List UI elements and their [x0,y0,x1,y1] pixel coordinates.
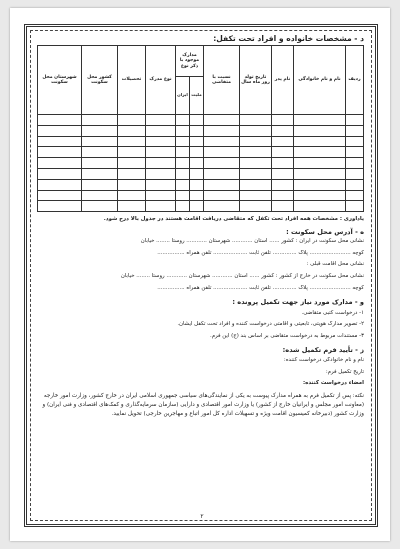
table-row [37,158,363,169]
table-cell[interactable] [81,190,117,201]
table-cell[interactable] [175,201,189,212]
table-cell[interactable] [117,147,145,158]
section-e-title: ه - آدرس محل سکونت : [286,227,364,236]
required-doc-item: ۱- درخواست کتبی متقاضی. [301,309,364,316]
table-cell[interactable] [346,136,364,147]
table-cell[interactable] [117,190,145,201]
table-cell[interactable] [37,115,81,126]
table-cell[interactable] [117,125,145,136]
table-cell[interactable] [190,136,204,147]
table-cell[interactable] [346,125,364,136]
table-cell[interactable] [37,168,81,179]
table-cell[interactable] [346,190,364,201]
signature-line[interactable]: امضاء درخواست کننده: [302,380,364,387]
table-cell[interactable] [81,125,117,136]
table-cell[interactable] [81,201,117,212]
table-cell[interactable] [37,136,81,147]
table-cell[interactable] [175,158,189,169]
table-cell[interactable] [81,168,117,179]
prev-address-label: نشانی محل اقامت قبلی : [306,261,364,268]
table-cell[interactable] [37,158,81,169]
table-cell[interactable] [190,201,204,212]
table-cell[interactable] [240,201,272,212]
table-cell[interactable] [272,115,294,126]
abroad-address-line-2[interactable]: کوچه ........................ پلاک .............. تلفن ثابت .................... تلفن همراه ................ [157,284,364,291]
col-education: تحصیلات [117,46,145,115]
page-number: ۲ [200,513,204,520]
footer-note: نکته: پس از تکمیل فرم به همراه مدارک پیوست به یکی از نمایندگی‌های سیاسی جمهوری اسلامی ایران در خارج کشور، وزارت امور خارجه (معاونت امور مجلس و ایرانیان خارج از کشور) یا وزارت امور اقتصادی و دارایی (سازمان سرمایه‌گذاری و کمک‌های اقتصادی و فنی ایران) و وزارت کشور (دبیرخانه کمیسیون اقامت ویژه و تسهیلات اداره کل امور اتباع و مهاجرین خارجی) تحویل نمایید. [42,393,364,418]
section-d-title: د - مشخصات خانواده و افراد تحت تکفل: [213,34,364,43]
table-cell[interactable] [272,147,294,158]
table-cell[interactable] [145,168,175,179]
section-g-title: ز - تأیید فرم تکمیل شده: [282,345,364,354]
table-cell[interactable] [204,168,240,179]
table-cell[interactable] [294,190,346,201]
table-cell[interactable] [145,190,175,201]
table-cell[interactable] [294,125,346,136]
table-row [37,125,363,136]
table-cell[interactable] [294,147,346,158]
table-cell[interactable] [204,158,240,169]
table-cell[interactable] [204,115,240,126]
table-row [37,190,363,201]
table-row [37,136,363,147]
table-cell[interactable] [117,158,145,169]
col-row: ردیف [346,46,364,115]
col-documents: مدارک موجود با ذکر نوع [175,46,203,77]
col-degree: نوع مدرک [145,46,175,115]
table-cell[interactable] [346,179,364,190]
col-birth: تاریخ تولد روز ماه سال [240,46,272,115]
table-cell[interactable] [81,179,117,190]
table-cell[interactable] [240,179,272,190]
table-cell[interactable] [37,179,81,190]
table-cell[interactable] [294,158,346,169]
form-content [38,34,364,419]
table-cell[interactable] [346,201,364,212]
table-cell[interactable] [240,147,272,158]
table-cell[interactable] [240,168,272,179]
required-doc-item: ۲- تصویر مدارک هویتی، تابعیتی و اقامتی درخواست کننده و افراد تحت تکفل ایشان. [177,321,364,328]
abroad-address-line[interactable]: نشانی محل سکونت در خارج از کشور : کشور ...... استان ............ شهرستان ............ روستا ........ خیابان [120,273,364,280]
table-cell[interactable] [204,179,240,190]
table-cell[interactable] [175,136,189,147]
section-f-title: و - مدارک مورد نیاز جهت تکمیل پرونده : [232,297,364,306]
table-cell[interactable] [175,168,189,179]
table-cell[interactable] [145,136,175,147]
table-cell[interactable] [204,147,240,158]
table-cell[interactable] [37,201,81,212]
table-cell[interactable] [145,147,175,158]
form-date-line[interactable]: تاریخ تکمیل فرم: [325,368,364,375]
table-cell[interactable] [272,179,294,190]
table-cell[interactable] [190,168,204,179]
table-cell[interactable] [240,115,272,126]
table-note: یادآوری : مشخصات همه افراد تحت تکفل که متقاضی دریافت اقامت هستند در جدول بالا درج شود. [103,216,364,223]
table-cell[interactable] [37,125,81,136]
table-cell[interactable] [272,136,294,147]
table-cell[interactable] [145,179,175,190]
table-cell[interactable] [117,115,145,126]
table-cell[interactable] [190,147,204,158]
table-cell[interactable] [117,168,145,179]
table-cell[interactable] [81,158,117,169]
family-members-table [37,45,364,212]
table-cell[interactable] [272,201,294,212]
required-doc-item: ۳- مستندات مربوط به درخواست متقاضی بر اساس بند (ج) این فرم. [209,333,364,340]
iran-address-line-2[interactable]: کوچه ........................ پلاک .............. تلفن ثابت .................... تلفن همراه ................ [157,249,364,256]
table-cell[interactable] [240,136,272,147]
col-name: نام و نام خانوادگی [294,46,346,115]
table-cell[interactable] [117,136,145,147]
col-city: شهرستان محل سکونت [37,46,81,115]
table-cell[interactable] [346,158,364,169]
table-cell[interactable] [81,147,117,158]
table-cell[interactable] [294,201,346,212]
table-cell[interactable] [175,115,189,126]
table-cell[interactable] [190,179,204,190]
document-page [10,8,390,541]
table-cell[interactable] [145,158,175,169]
table-cell[interactable] [204,125,240,136]
applicant-name-line[interactable]: نام و نام خانوادگی درخواست کننده: [283,356,364,363]
table-row [37,168,363,179]
table-cell[interactable] [272,158,294,169]
table-cell[interactable] [240,190,272,201]
table-cell[interactable] [346,147,364,158]
col-documents-sub-2: ایران [175,77,189,115]
table-cell[interactable] [117,201,145,212]
table-row [37,115,363,126]
iran-address-line[interactable]: نشانی محل سکونت در ایران : کشور ...... استان ............ شهرستان ............ روستا ........ خیابان [140,237,364,244]
table-row [37,201,363,212]
col-relation: نسبت با متقاضی [204,46,240,115]
table-cell[interactable] [240,125,272,136]
table-cell[interactable] [190,125,204,136]
col-father: نام پدر [272,46,294,115]
table-cell[interactable] [294,115,346,126]
table-cell[interactable] [346,168,364,179]
table-cell[interactable] [175,147,189,158]
table-cell[interactable] [175,125,189,136]
col-documents-sub-1: ملیت [190,77,204,115]
table-cell[interactable] [204,190,240,201]
table-cell[interactable] [272,125,294,136]
table-cell[interactable] [81,115,117,126]
table-cell[interactable] [37,147,81,158]
table-cell[interactable] [190,190,204,201]
table-cell[interactable] [190,158,204,169]
table-cell[interactable] [272,168,294,179]
table-cell[interactable] [81,136,117,147]
table-cell[interactable] [272,190,294,201]
table-cell[interactable] [204,136,240,147]
table-cell[interactable] [145,125,175,136]
table-cell[interactable] [117,179,145,190]
table-row [37,147,363,158]
table-cell[interactable] [145,201,175,212]
table-cell[interactable] [294,136,346,147]
table-cell[interactable] [294,168,346,179]
table-cell[interactable] [37,190,81,201]
table-cell[interactable] [294,179,346,190]
table-cell[interactable] [346,115,364,126]
table-cell[interactable] [204,201,240,212]
table-cell[interactable] [175,190,189,201]
table-cell[interactable] [190,115,204,126]
table-row [37,179,363,190]
col-country: کشور محل سکونت [81,46,117,115]
table-cell[interactable] [240,158,272,169]
table-cell[interactable] [175,179,189,190]
table-cell[interactable] [145,115,175,126]
